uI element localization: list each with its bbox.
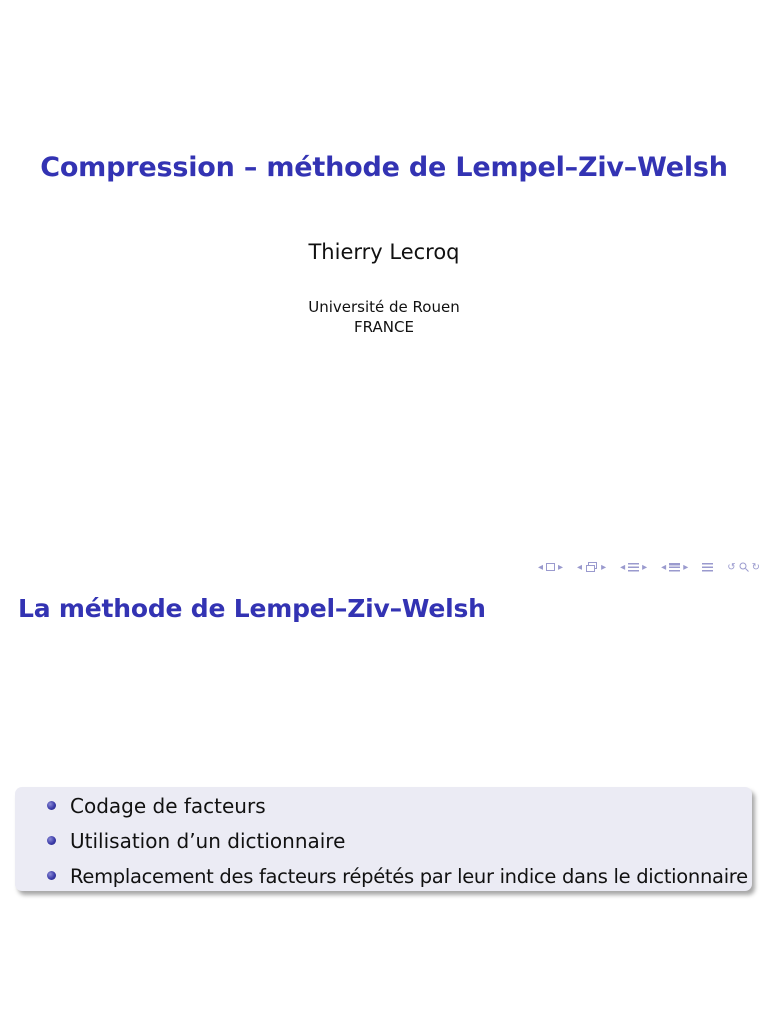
presentation-title: Compression – méthode de Lempel–Ziv–Welsh xyxy=(40,152,728,183)
search-zoom-icon[interactable]: ↺ ↻ xyxy=(727,561,760,573)
institution-name: Université de Rouen xyxy=(308,298,460,316)
list-item-text: Utilisation d’un dictionnaire xyxy=(70,829,346,853)
presentation-nav-icon[interactable]: ◂ ▸ xyxy=(661,561,689,573)
section-nav-icon[interactable]: ◂ ▸ xyxy=(620,561,648,573)
beamer-navigation-bar xyxy=(538,558,760,576)
list-item xyxy=(15,861,752,896)
bullet-block xyxy=(15,787,752,891)
institution xyxy=(0,297,768,337)
subsection-nav-icon[interactable]: ◂ ▸ xyxy=(577,561,607,573)
list-item-text: Codage de facteurs xyxy=(70,794,266,818)
bullet-icon xyxy=(47,871,56,880)
author-name: Thierry Lecroq xyxy=(308,240,460,264)
document-icon[interactable] xyxy=(702,562,713,572)
bullet-list xyxy=(15,787,752,896)
list-item xyxy=(15,791,752,826)
frame-title: La méthode de Lempel–Ziv–Welsh xyxy=(18,594,486,623)
bullet-icon xyxy=(47,836,56,845)
institution-country: FRANCE xyxy=(354,318,414,336)
frame-nav-icon[interactable]: ◂ ▸ xyxy=(537,561,564,573)
list-item-text: Remplacement des facteurs répétés par leur indice dans le dictionnaire xyxy=(70,865,748,888)
bullet-icon xyxy=(47,801,56,810)
content-slide xyxy=(0,580,768,1024)
list-item xyxy=(15,826,752,861)
